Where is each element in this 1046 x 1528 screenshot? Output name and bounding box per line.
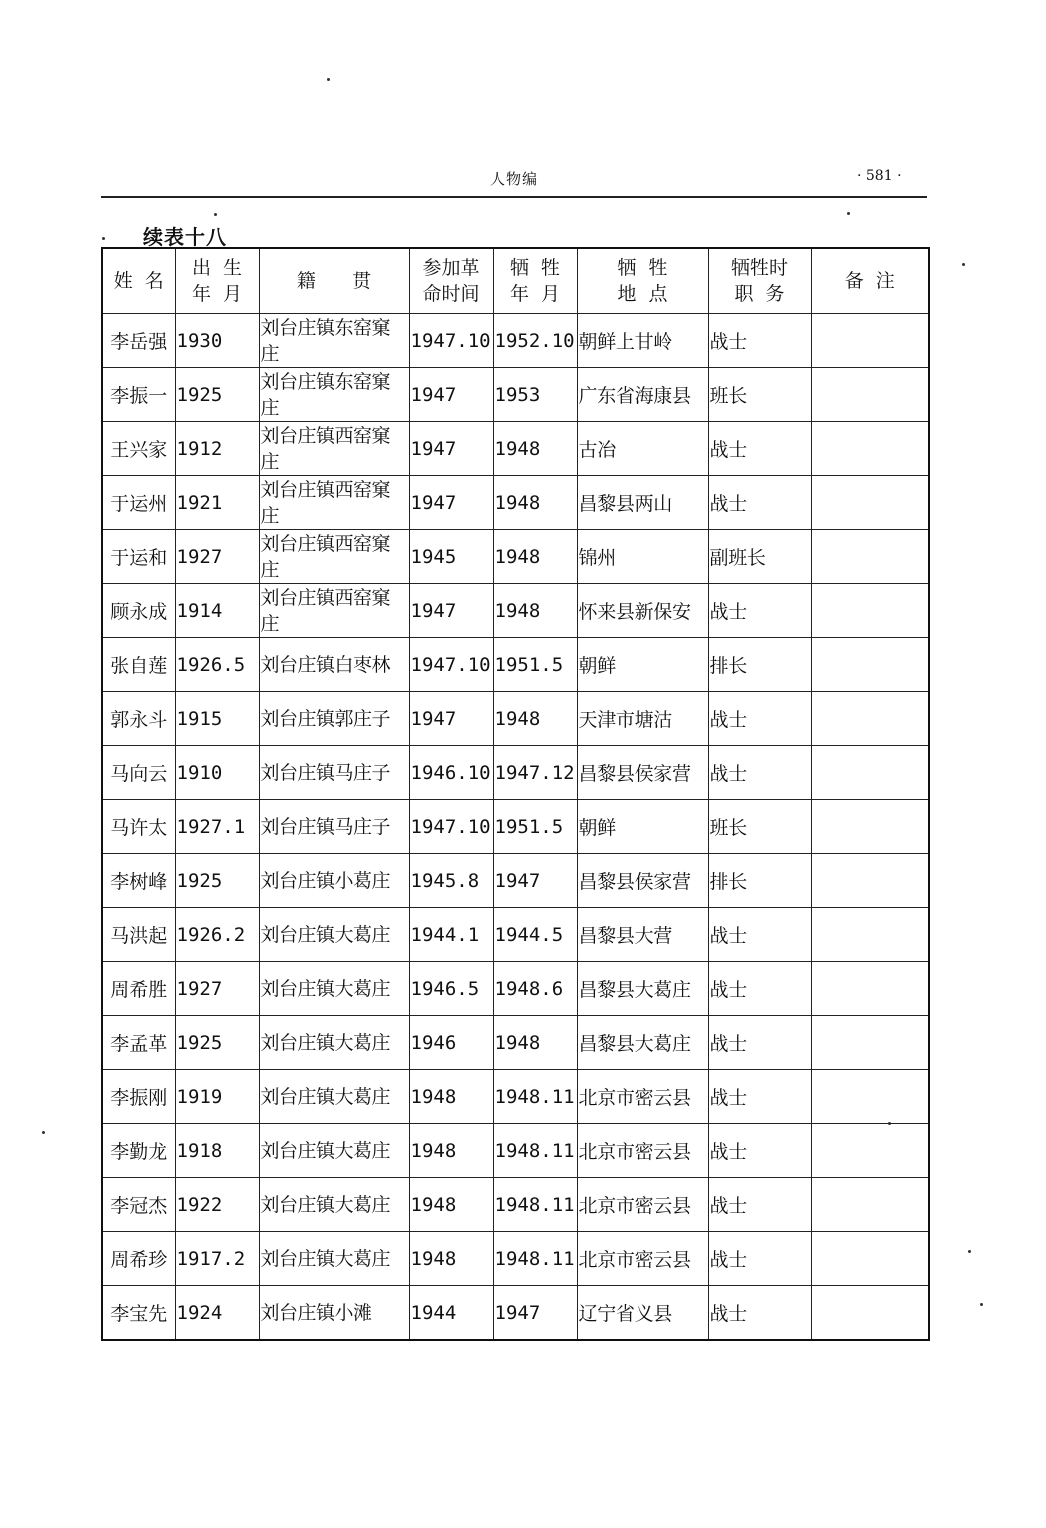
cell-died: 1948.11 [493, 1070, 577, 1124]
table-row [102, 692, 929, 746]
cell-birth: 1927 [175, 962, 259, 1016]
cell-post: 战士 [708, 422, 811, 476]
scan-speck [968, 1250, 971, 1253]
cell-place: 昌黎县两山 [577, 476, 708, 530]
table-row [102, 800, 929, 854]
column-header-line: 职 务 [734, 283, 785, 305]
cell-died: 1951.5 [493, 638, 577, 692]
cell-place: 北京市密云县 [577, 1178, 708, 1232]
cell-note [811, 1070, 929, 1124]
cell-joined: 1948 [409, 1124, 493, 1178]
header-rule [101, 196, 927, 198]
cell-name: 李冠杰 [102, 1178, 175, 1232]
scan-speck [980, 1303, 983, 1306]
cell-name: 张自莲 [102, 638, 175, 692]
cell-died: 1948 [493, 530, 577, 584]
column-header-birth [175, 248, 259, 314]
column-header-joined [409, 248, 493, 314]
column-header-line: 牺 牲 [617, 257, 668, 279]
cell-birth: 1915 [175, 692, 259, 746]
cell-name: 李宝先 [102, 1286, 175, 1341]
cell-note [811, 1178, 929, 1232]
column-header-place [577, 248, 708, 314]
table-caption: 续表十八 [143, 225, 227, 249]
cell-joined: 1947.10 [409, 314, 493, 368]
table-row [102, 1178, 929, 1232]
cell-died: 1947.12 [493, 746, 577, 800]
cell-joined: 1948 [409, 1070, 493, 1124]
cell-birth: 1927 [175, 530, 259, 584]
column-header-name [102, 248, 175, 314]
cell-joined: 1947.10 [409, 638, 493, 692]
cell-origin: 刘台庄镇小葛庄 [259, 854, 409, 908]
cell-post: 战士 [708, 1124, 811, 1178]
cell-birth: 1921 [175, 476, 259, 530]
cell-joined: 1946.5 [409, 962, 493, 1016]
cell-note [811, 584, 929, 638]
column-header-line: 年 月 [509, 283, 561, 305]
column-header-line: 地 点 [617, 283, 668, 305]
cell-joined: 1945 [409, 530, 493, 584]
cell-name: 马洪起 [102, 908, 175, 962]
cell-died: 1948.6 [493, 962, 577, 1016]
cell-origin: 刘台庄镇西窑窠庄 [259, 530, 409, 584]
cell-name: 周希珍 [102, 1232, 175, 1286]
cell-died: 1947 [493, 1286, 577, 1341]
table-row [102, 530, 929, 584]
table-header-row [102, 248, 929, 314]
cell-name: 李勤龙 [102, 1124, 175, 1178]
cell-place: 北京市密云县 [577, 1124, 708, 1178]
table-row [102, 422, 929, 476]
cell-place: 古冶 [577, 422, 708, 476]
cell-note [811, 368, 929, 422]
running-header-title: 人物编 [490, 170, 539, 188]
cell-origin: 刘台庄镇大葛庄 [259, 1070, 409, 1124]
cell-post: 战士 [708, 1070, 811, 1124]
cell-place: 昌黎县大葛庄 [577, 962, 708, 1016]
cell-joined: 1947 [409, 368, 493, 422]
cell-name: 李振刚 [102, 1070, 175, 1124]
cell-origin: 刘台庄镇西窑窠庄 [259, 422, 409, 476]
cell-died: 1948 [493, 422, 577, 476]
cell-birth: 1917.2 [175, 1232, 259, 1286]
cell-post: 战士 [708, 962, 811, 1016]
cell-joined: 1945.8 [409, 854, 493, 908]
cell-note [811, 1124, 929, 1178]
cell-note [811, 800, 929, 854]
cell-died: 1952.10 [493, 314, 577, 368]
cell-place: 广东省海康县 [577, 368, 708, 422]
table-row [102, 1232, 929, 1286]
cell-joined: 1944.1 [409, 908, 493, 962]
cell-place: 昌黎县大营 [577, 908, 708, 962]
cell-joined: 1947.10 [409, 800, 493, 854]
cell-name: 王兴家 [102, 422, 175, 476]
cell-post: 战士 [708, 908, 811, 962]
cell-note [811, 314, 929, 368]
cell-note [811, 692, 929, 746]
cell-note [811, 908, 929, 962]
cell-name: 李岳强 [102, 314, 175, 368]
table-row [102, 1124, 929, 1178]
column-header-post [708, 248, 811, 314]
cell-note [811, 1286, 929, 1341]
cell-note [811, 1232, 929, 1286]
cell-place: 锦州 [577, 530, 708, 584]
cell-note [811, 638, 929, 692]
cell-joined: 1946.10 [409, 746, 493, 800]
scan-speck [102, 237, 105, 240]
cell-died: 1948.11 [493, 1124, 577, 1178]
cell-birth: 1926.2 [175, 908, 259, 962]
cell-post: 战士 [708, 746, 811, 800]
cell-birth: 1918 [175, 1124, 259, 1178]
cell-died: 1948.11 [493, 1232, 577, 1286]
table-row [102, 584, 929, 638]
cell-origin: 刘台庄镇郭庄子 [259, 692, 409, 746]
cell-name: 于运州 [102, 476, 175, 530]
table-row [102, 314, 929, 368]
column-header-line: 籍 贯 [296, 270, 372, 292]
cell-post: 排长 [708, 638, 811, 692]
cell-place: 辽宁省义县 [577, 1286, 708, 1341]
cell-note [811, 422, 929, 476]
table-row [102, 1286, 929, 1341]
cell-place: 朝鲜 [577, 638, 708, 692]
column-header-died [493, 248, 577, 314]
cell-post: 战士 [708, 692, 811, 746]
cell-post: 战士 [708, 584, 811, 638]
cell-joined: 1947 [409, 476, 493, 530]
cell-origin: 刘台庄镇大葛庄 [259, 1232, 409, 1286]
cell-died: 1948.11 [493, 1178, 577, 1232]
cell-died: 1953 [493, 368, 577, 422]
column-header-note [811, 248, 929, 314]
cell-joined: 1948 [409, 1178, 493, 1232]
cell-place: 昌黎县侯家营 [577, 746, 708, 800]
cell-birth: 1925 [175, 368, 259, 422]
page-number: · 581 · [857, 168, 902, 184]
cell-place: 怀来县新保安 [577, 584, 708, 638]
table-row [102, 638, 929, 692]
cell-place: 昌黎县大葛庄 [577, 1016, 708, 1070]
cell-origin: 刘台庄镇大葛庄 [259, 962, 409, 1016]
cell-birth: 1914 [175, 584, 259, 638]
cell-joined: 1947 [409, 692, 493, 746]
table-row [102, 746, 929, 800]
cell-birth: 1919 [175, 1070, 259, 1124]
cell-name: 马向云 [102, 746, 175, 800]
table-row [102, 368, 929, 422]
cell-place: 北京市密云县 [577, 1070, 708, 1124]
cell-post: 班长 [708, 800, 811, 854]
table-body [102, 314, 929, 1341]
cell-name: 李孟革 [102, 1016, 175, 1070]
cell-died: 1951.5 [493, 800, 577, 854]
cell-origin: 刘台庄镇马庄子 [259, 746, 409, 800]
cell-origin: 刘台庄镇大葛庄 [259, 1124, 409, 1178]
cell-name: 于运和 [102, 530, 175, 584]
table-row [102, 476, 929, 530]
cell-name: 顾永成 [102, 584, 175, 638]
cell-place: 朝鲜上甘岭 [577, 314, 708, 368]
martyrs-table [101, 247, 930, 1341]
cell-origin: 刘台庄镇马庄子 [259, 800, 409, 854]
cell-origin: 刘台庄镇大葛庄 [259, 1178, 409, 1232]
cell-birth: 1910 [175, 746, 259, 800]
table-row [102, 1016, 929, 1070]
column-header-line: 参加革 [422, 257, 480, 279]
cell-note [811, 746, 929, 800]
cell-note [811, 476, 929, 530]
cell-died: 1948 [493, 692, 577, 746]
cell-origin: 刘台庄镇西窑窠庄 [259, 476, 409, 530]
scan-speck [327, 78, 330, 81]
cell-name: 郭永斗 [102, 692, 175, 746]
cell-birth: 1930 [175, 314, 259, 368]
column-header-line: 姓 名 [113, 270, 164, 292]
cell-joined: 1948 [409, 1232, 493, 1286]
cell-origin: 刘台庄镇大葛庄 [259, 908, 409, 962]
column-header-origin [259, 248, 409, 314]
column-header-line: 牺牲时 [730, 257, 788, 279]
cell-origin: 刘台庄镇东窑窠庄 [259, 368, 409, 422]
cell-origin: 刘台庄镇西窑窠庄 [259, 584, 409, 638]
table-row [102, 854, 929, 908]
cell-died: 1948 [493, 1016, 577, 1070]
cell-name: 李树峰 [102, 854, 175, 908]
cell-died: 1948 [493, 476, 577, 530]
cell-note [811, 854, 929, 908]
column-header-line: 出 生 [191, 257, 243, 279]
cell-place: 北京市密云县 [577, 1232, 708, 1286]
cell-birth: 1927.1 [175, 800, 259, 854]
scan-speck [42, 1131, 45, 1134]
cell-joined: 1947 [409, 584, 493, 638]
cell-origin: 刘台庄镇白枣林 [259, 638, 409, 692]
cell-name: 周希胜 [102, 962, 175, 1016]
table-row [102, 1070, 929, 1124]
column-header-line: 命时间 [422, 283, 480, 305]
cell-birth: 1925 [175, 1016, 259, 1070]
cell-place: 朝鲜 [577, 800, 708, 854]
cell-origin: 刘台庄镇大葛庄 [259, 1016, 409, 1070]
cell-joined: 1946 [409, 1016, 493, 1070]
cell-post: 战士 [708, 1016, 811, 1070]
cell-origin: 刘台庄镇小滩 [259, 1286, 409, 1341]
cell-post: 战士 [708, 1286, 811, 1341]
cell-birth: 1912 [175, 422, 259, 476]
cell-birth: 1922 [175, 1178, 259, 1232]
cell-joined: 1947 [409, 422, 493, 476]
table-row [102, 908, 929, 962]
column-header-line: 牺 牲 [509, 257, 561, 279]
cell-birth: 1925 [175, 854, 259, 908]
scan-speck [214, 213, 217, 216]
cell-birth: 1924 [175, 1286, 259, 1341]
cell-post: 排长 [708, 854, 811, 908]
cell-post: 战士 [708, 1232, 811, 1286]
cell-post: 副班长 [708, 530, 811, 584]
cell-birth: 1926.5 [175, 638, 259, 692]
cell-note [811, 1016, 929, 1070]
cell-post: 战士 [708, 314, 811, 368]
cell-died: 1947 [493, 854, 577, 908]
cell-place: 昌黎县侯家营 [577, 854, 708, 908]
scan-speck [847, 212, 850, 215]
scan-speck [962, 263, 965, 266]
column-header-line: 年 月 [191, 283, 243, 305]
cell-died: 1944.5 [493, 908, 577, 962]
column-header-line: 备 注 [844, 270, 895, 292]
cell-note [811, 962, 929, 1016]
cell-post: 班长 [708, 368, 811, 422]
table-row [102, 962, 929, 1016]
cell-died: 1948 [493, 584, 577, 638]
cell-origin: 刘台庄镇东窑窠庄 [259, 314, 409, 368]
cell-name: 马许太 [102, 800, 175, 854]
cell-post: 战士 [708, 476, 811, 530]
cell-joined: 1944 [409, 1286, 493, 1341]
cell-note [811, 530, 929, 584]
cell-name: 李振一 [102, 368, 175, 422]
cell-post: 战士 [708, 1178, 811, 1232]
cell-place: 天津市塘沽 [577, 692, 708, 746]
